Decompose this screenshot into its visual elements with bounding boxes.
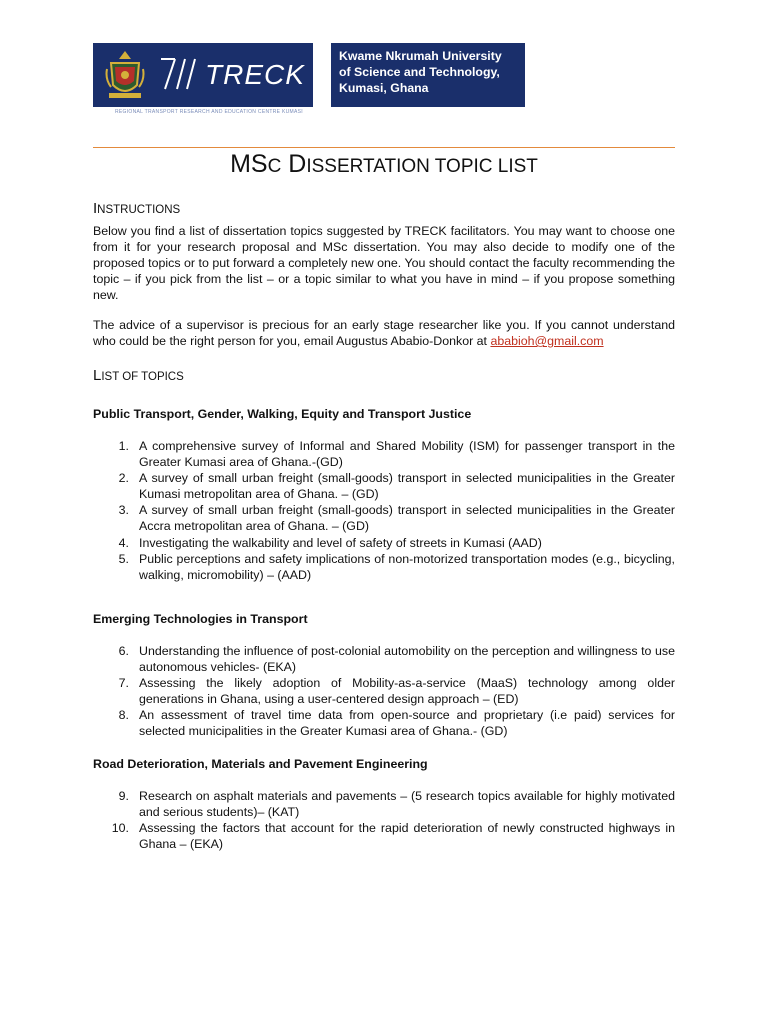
item-text: Assessing the factors that account for the rapid deterioration of newly constructed highways in Ghana – (EKA) [139, 821, 675, 852]
title-text: D [288, 150, 307, 178]
item-text: Assessing the likely adoption of Mobility-as-a-service (MaaS) technology among older generations in Ghana, using a user-centered design approach – (ED) [139, 676, 675, 707]
contact-email-link[interactable]: ababioh@gmail.com [490, 334, 604, 349]
list-item [93, 535, 675, 551]
paragraph-text: The advice of a supervisor is precious for an early stage researcher like you. If you cannot understand who could be the right person for you, email Augustus Ababio-Donkor at [93, 318, 675, 349]
item-text: Understanding the influence of post-colonial automobility on the perception and willingness to use autonomous vehicles- (EKA) [139, 644, 675, 675]
item-text: An assessment of travel time data from open-source and proprietary (i.e paid) services for selected municipalities in the Greater Kumasi area of Ghana.- (GD) [139, 708, 675, 739]
item-number: 5. [118, 551, 129, 566]
item-text: A comprehensive survey of Informal and Shared Mobility (ISM) for passenger transport in the Greater Kumasi area of Ghana.-(GD) [139, 439, 675, 470]
item-number: 9. [118, 789, 129, 803]
treck-logo-text: TRECK [205, 59, 305, 90]
item-number: 4. [118, 535, 129, 550]
list-item [93, 551, 675, 583]
item-text: A survey of small urban freight (small-goods) transport in selected municipalities in the Greater Accra metropolitan area of Ghana. – (GD) [139, 503, 675, 534]
university-line: Kumasi, Ghana [339, 81, 429, 95]
instructions-paragraph-1: Below you find a list of dissertation topics suggested by TRECK facilitators. You may want to choose one from it for your research proposal and MSc dissertation. You may also decide to modify one of the proposed topics or to put forward a completely new one. You should contact the faculty recommending the topic – if you pick from the list – or a topic similar to what you have in mind – if you propose something new. [93, 224, 675, 303]
item-number: 1. [118, 439, 129, 453]
list-item [93, 675, 675, 707]
list-item [93, 470, 675, 502]
instructions-paragraph-2 [93, 317, 675, 349]
title-text: ISSERTATION TOPIC LIST [306, 156, 538, 177]
list-item [93, 707, 675, 739]
item-number: 6. [118, 644, 129, 658]
header-divider [93, 147, 675, 148]
list-item [93, 820, 675, 852]
section-title: Road Deterioration, Materials and Pavement Engineering [93, 757, 428, 771]
topic-list [93, 643, 675, 740]
university-line: Kwame Nkrumah University [339, 49, 502, 63]
item-number: 3. [118, 503, 129, 518]
list-item [93, 502, 675, 534]
item-number: 7. [118, 676, 129, 691]
logo-tagline: REGIONAL TRANSPORT RESEARCH AND EDUCATION CENTRE KUMASI [115, 109, 303, 115]
item-text: Research on asphalt materials and pavements – (5 research topics available for highly motivated and serious students)– (KAT) [139, 789, 675, 820]
item-text: Public perceptions and safety implications of non-motorized transportation modes (e.g., bicycling, walking, micromobility) – (AAD) [139, 551, 675, 582]
item-number: 2. [118, 471, 129, 486]
list-item [93, 788, 675, 820]
heading-text: NSTRUCTIONS [97, 204, 181, 216]
list-of-topics-heading [93, 367, 184, 384]
item-number: 10. [111, 821, 129, 836]
treck-logo [93, 43, 313, 107]
title-text: MS [230, 150, 268, 178]
title-text: C [267, 156, 282, 177]
list-item [93, 643, 675, 675]
document-header [93, 43, 525, 115]
knust-crest-icon [105, 49, 145, 101]
item-text: Investigating the walkability and level of safety of streets in Kumasi (AAD) [139, 535, 542, 550]
topic-list [93, 438, 675, 583]
university-line: of Science and Technology, [339, 65, 500, 79]
page-title [0, 150, 768, 179]
list-item [93, 438, 675, 470]
item-text: A survey of small urban freight (small-goods) transport in selected municipalities in the Greater Kumasi metropolitan area of Ghana. – (GD) [139, 471, 675, 502]
instructions-heading [93, 200, 180, 217]
university-name-box [331, 43, 525, 107]
section-title: Public Transport, Gender, Walking, Equity and Transport Justice [93, 407, 472, 421]
section-title: Emerging Technologies in Transport [93, 612, 308, 626]
heading-text: L [93, 367, 102, 384]
topic-list [93, 788, 675, 852]
item-number: 8. [118, 708, 129, 723]
heading-text: IST OF TOPICS [101, 371, 184, 383]
heading-text: I [93, 200, 98, 217]
